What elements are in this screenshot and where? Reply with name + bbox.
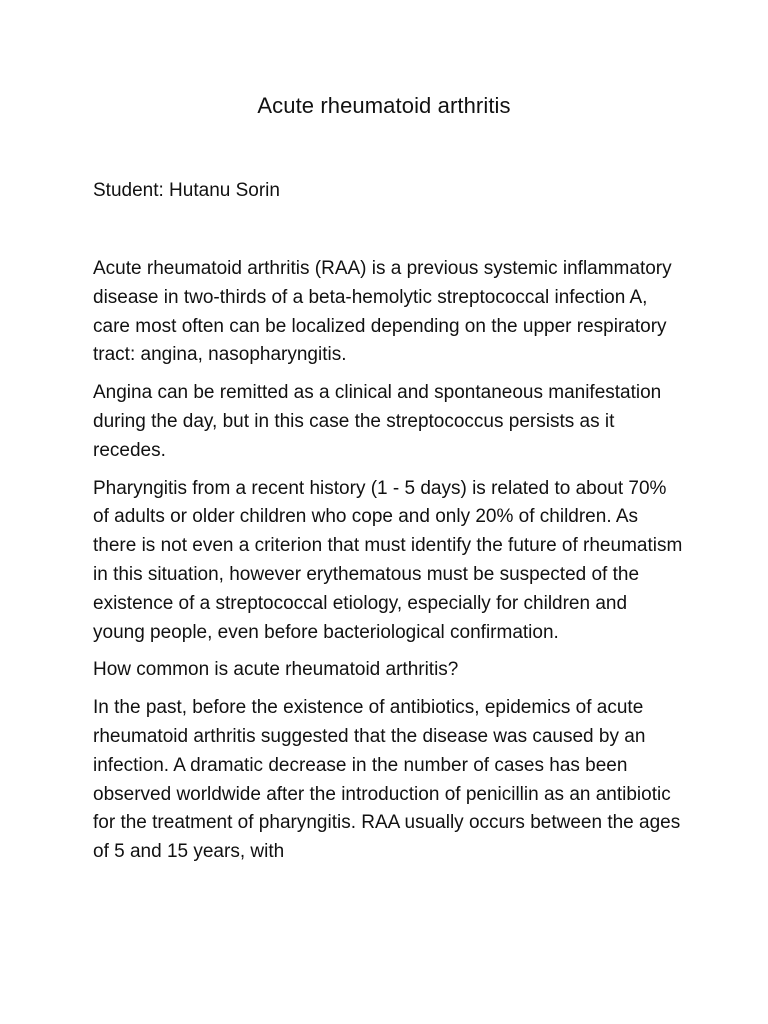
paragraph: Pharyngitis from a recent history (1 - 5 days) is related to about 70% of adults or older children who cope and only 20% of children. As there is not even a criterion that must identify the future of rheumatism in this situation, however erythematous must be suspected of the existence of a streptococcal etiology, especially for children and young people, even before bacteriological confirmation. bbox=[93, 477, 683, 643]
paragraph: Angina can be remitted as a clinical and spontaneous manifestation during the day, but in this case the streptococcus persists as it recedes. bbox=[93, 382, 662, 461]
document-title: Acute rheumatoid arthritis bbox=[257, 93, 511, 118]
paragraph: How common is acute rheumatoid arthritis? bbox=[93, 659, 459, 681]
paragraph: In the past, before the existence of antibiotics, epidemics of acute rheumatoid arthritis suggested that the disease was caused by an infection. A dramatic decrease in the number of cases has been observed worldwide after the introduction of penicillin as an antibiotic for the treatment of pharyngitis. RAA usually occurs between the ages of 5 and 15 years, with bbox=[93, 697, 681, 863]
paragraph: Acute rheumatoid arthritis (RAA) is a previous systemic inflammatory disease in two-thirds of a beta-hemolytic streptococcal infection A, care most often can be localized depending on the upper respiratory tract: angina, nasopharyngitis. bbox=[93, 258, 672, 366]
student-line: Student: Hutanu Sorin bbox=[93, 180, 280, 201]
document-body bbox=[93, 255, 683, 876]
